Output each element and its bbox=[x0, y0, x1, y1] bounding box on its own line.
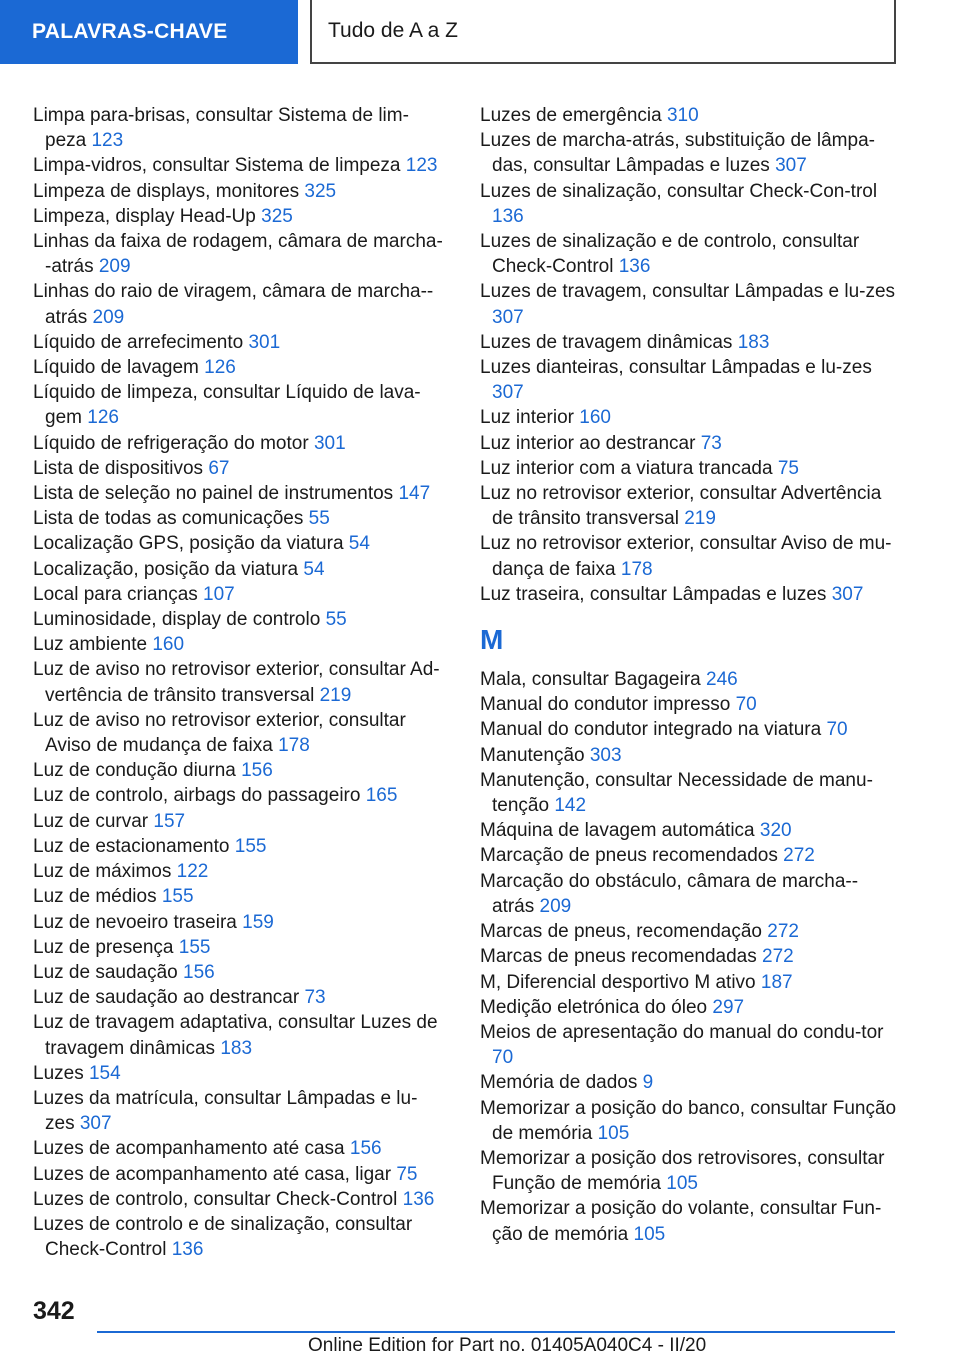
index-entry bbox=[33, 1061, 445, 1086]
index-entry bbox=[480, 1070, 900, 1095]
index-entry bbox=[33, 1010, 445, 1060]
index-entry-text: Luzes dianteiras, consultar Lâmpadas e lu-zes bbox=[480, 357, 872, 379]
index-entry bbox=[33, 557, 445, 582]
page-reference-link[interactable]: 325 bbox=[261, 205, 293, 227]
index-entry-text: Marcas de pneus, recomendação bbox=[480, 921, 762, 943]
index-entry-text: Luz de saudação ao destrancar bbox=[33, 987, 300, 1009]
page-reference-link[interactable]: 272 bbox=[767, 921, 799, 943]
index-entry-text: Manual do condutor integrado na viatura bbox=[480, 719, 822, 741]
index-entry bbox=[480, 919, 900, 944]
page-reference-link[interactable]: 70 bbox=[826, 719, 848, 741]
page-reference-link[interactable]: 219 bbox=[684, 508, 716, 530]
page-number: 342 bbox=[33, 1297, 75, 1325]
index-entry-text: Marcação do obstáculo, câmara de marcha--atrás bbox=[480, 870, 859, 917]
page-reference-link[interactable]: 70 bbox=[735, 694, 757, 716]
footer-divider bbox=[97, 1331, 895, 1333]
index-entry bbox=[33, 456, 445, 481]
page-reference-link[interactable]: 142 bbox=[554, 795, 587, 817]
index-entry bbox=[33, 708, 445, 758]
index-entry-text: Limpeza de displays, monitores bbox=[33, 180, 300, 202]
page-reference-link[interactable]: 160 bbox=[579, 407, 611, 429]
page-reference-link[interactable]: 105 bbox=[666, 1173, 698, 1195]
index-entry-text: Memorizar a posição do banco, consultar Função de memória bbox=[480, 1097, 897, 1144]
page-reference-link[interactable]: 73 bbox=[304, 987, 326, 1009]
index-entry-text: Luzes de controlo e de sinalização, consultar Check-Control bbox=[33, 1213, 413, 1261]
index-entry-text: Mala, consultar Bagageira bbox=[480, 669, 701, 691]
index-entry bbox=[480, 355, 900, 405]
index-entry bbox=[480, 128, 900, 178]
index-entry bbox=[33, 506, 445, 531]
index-entry bbox=[33, 355, 445, 380]
page-reference-link[interactable]: 122 bbox=[176, 861, 209, 883]
index-entry-text: Memorizar a posição do volante, consultar Fun-ção de memória bbox=[480, 1198, 882, 1245]
index-entry bbox=[480, 103, 900, 128]
index-entry bbox=[33, 229, 445, 279]
index-entry-text: Luz de aviso no retrovisor exterior, consultar Ad-vertência de trânsito transversal bbox=[33, 659, 440, 706]
index-entry bbox=[480, 431, 900, 456]
index-entry-text: Luzes de travagem, consultar Lâmpadas e lu-zes bbox=[480, 281, 896, 303]
index-entry bbox=[33, 531, 445, 556]
page-reference-link[interactable]: 136 bbox=[171, 1239, 204, 1261]
edition-footer: Online Edition for Part no. 01405A040C4 - II/20 bbox=[308, 1335, 707, 1356]
index-entry-text: Líquido de limpeza, consultar Líquido de lava-gem bbox=[33, 382, 421, 429]
page-reference-link[interactable]: 70 bbox=[492, 1047, 514, 1069]
index-entry bbox=[33, 1162, 445, 1187]
index-entry bbox=[33, 657, 445, 707]
page-reference-link[interactable]: 107 bbox=[203, 583, 235, 605]
page-reference-link[interactable]: 123 bbox=[91, 130, 124, 152]
index-entry-text: Luz de curvar bbox=[33, 810, 149, 832]
index-entry bbox=[480, 179, 900, 229]
index-entry bbox=[33, 960, 445, 985]
index-entry-text: Luz de médios bbox=[33, 886, 157, 908]
page-reference-link[interactable]: 159 bbox=[242, 911, 274, 933]
index-entry-text: Luz de estacionamento bbox=[33, 835, 230, 857]
index-entry-text: Luz interior ao destrancar bbox=[480, 432, 696, 454]
index-entry bbox=[480, 818, 900, 843]
index-entry bbox=[480, 667, 900, 692]
page-reference-link[interactable]: 307 bbox=[831, 583, 864, 605]
page-reference-link[interactable]: 155 bbox=[178, 936, 211, 958]
page-reference-link[interactable]: 154 bbox=[88, 1062, 121, 1084]
index-entry bbox=[480, 279, 900, 329]
index-entry-text: Manual do condutor impresso bbox=[480, 694, 731, 716]
page-reference-link[interactable]: 209 bbox=[98, 256, 131, 278]
index-entry-text: Luzes de travagem dinâmicas bbox=[480, 331, 733, 353]
page-reference-link[interactable]: 67 bbox=[208, 457, 230, 479]
page-reference-link[interactable]: 156 bbox=[183, 961, 215, 983]
index-entry-text: Linhas da faixa de rodagem, câmara de marcha--atrás bbox=[33, 231, 443, 278]
index-entry bbox=[480, 1020, 900, 1070]
index-entry bbox=[33, 330, 445, 355]
page-reference-link[interactable]: 75 bbox=[396, 1163, 418, 1185]
index-entry-text: Luzes de sinalização, consultar Check-Con-trol bbox=[480, 180, 878, 202]
index-entry-text: Localização, posição da viatura bbox=[33, 558, 299, 580]
page-reference-link[interactable]: 178 bbox=[620, 558, 653, 580]
page-reference-link[interactable]: 183 bbox=[220, 1037, 253, 1059]
page-reference-link[interactable]: 178 bbox=[278, 735, 310, 757]
page-reference-link[interactable]: 155 bbox=[234, 835, 267, 857]
page-reference-link[interactable]: 325 bbox=[304, 180, 337, 202]
index-entry-text: Luz traseira, consultar Lâmpadas e luzes bbox=[480, 583, 827, 605]
index-entry bbox=[33, 380, 445, 430]
index-entry bbox=[33, 1086, 445, 1136]
index-entry-text: Luz ambiente bbox=[33, 634, 148, 656]
index-entry-text: Limpa-vidros, consultar Sistema de limpeza bbox=[33, 155, 401, 177]
page-reference-link[interactable]: 55 bbox=[325, 609, 347, 631]
index-entry-text: Máquina de lavagem automática bbox=[480, 820, 755, 842]
index-entry bbox=[33, 632, 445, 657]
index-entry bbox=[33, 103, 445, 153]
page-reference-link[interactable]: 147 bbox=[398, 483, 431, 505]
index-entry-text: M, Diferencial desportivo M ativo bbox=[480, 971, 756, 993]
page-reference-link[interactable]: 310 bbox=[666, 105, 699, 126]
page-reference-link[interactable]: 55 bbox=[308, 508, 330, 530]
section-title: Tudo de A a Z bbox=[310, 0, 896, 64]
index-entry-text: Luzes de controlo, consultar Check-Control bbox=[33, 1188, 398, 1210]
page-reference-link[interactable]: 126 bbox=[87, 407, 119, 429]
index-entry bbox=[480, 768, 900, 818]
index-entry bbox=[33, 582, 445, 607]
index-entry bbox=[480, 229, 900, 279]
index-entry-text: Marcas de pneus recomendadas bbox=[480, 946, 757, 968]
index-entry-text: Luz de presença bbox=[33, 936, 174, 958]
index-entry-text: Lista de todas as comunicações bbox=[33, 508, 304, 530]
index-entry-text: Luzes de emergência bbox=[480, 105, 662, 126]
index-entry-text: Líquido de arrefecimento bbox=[33, 331, 244, 353]
page-reference-link[interactable]: 136 bbox=[618, 256, 651, 278]
page-reference-link[interactable]: 73 bbox=[700, 432, 722, 454]
index-entry-text: Manutenção, consultar Necessidade de manu-tenção bbox=[480, 769, 873, 817]
index-entry-text: Luzes de marcha-atrás, substituição de lâmpa-das, consultar Lâmpadas e luzes bbox=[480, 130, 875, 177]
page-reference-link[interactable]: 123 bbox=[405, 155, 438, 177]
page-reference-link[interactable]: 54 bbox=[348, 533, 370, 555]
index-entry-text: Luminosidade, display de controlo bbox=[33, 609, 321, 631]
index-entry-text: Luz de controlo, airbags do passageiro bbox=[33, 785, 361, 807]
index-entry bbox=[33, 985, 445, 1010]
index-entry-text: Luz interior com a viatura trancada bbox=[480, 457, 773, 479]
page-reference-link[interactable]: 272 bbox=[762, 946, 794, 968]
page-reference-link[interactable]: 105 bbox=[597, 1122, 630, 1144]
index-entry-text: Luzes de acompanhamento até casa bbox=[33, 1138, 345, 1160]
index-entry-text: Linhas do raio de viragem, câmara de marcha--atrás bbox=[33, 281, 434, 328]
index-entry-text: Líquido de refrigeração do motor bbox=[33, 432, 309, 454]
page-reference-link[interactable]: 209 bbox=[539, 895, 572, 917]
index-entry bbox=[33, 153, 445, 178]
index-entry bbox=[480, 869, 900, 919]
page-reference-link[interactable]: 297 bbox=[712, 996, 745, 1018]
index-entry bbox=[33, 481, 445, 506]
page-reference-link[interactable]: 136 bbox=[402, 1188, 435, 1210]
index-entry-text: Luzes da matrícula, consultar Lâmpadas e lu-zes bbox=[33, 1087, 418, 1135]
index-entry-text: Luz de máximos bbox=[33, 861, 172, 883]
section-letter: M bbox=[480, 624, 504, 656]
index-entry-text: Memorizar a posição dos retrovisores, consultar Função de memória bbox=[480, 1147, 885, 1195]
index-entry-text: Luz de aviso no retrovisor exterior, consultar Aviso de mudança de faixa bbox=[33, 709, 406, 757]
index-entry bbox=[480, 1196, 900, 1246]
index-entry-text: Marcação de pneus recomendados bbox=[480, 845, 778, 867]
page-reference-link[interactable]: 209 bbox=[92, 306, 125, 328]
index-entry bbox=[33, 607, 445, 632]
page-reference-link[interactable]: 160 bbox=[152, 634, 185, 656]
page-reference-link[interactable]: 307 bbox=[79, 1113, 112, 1135]
page-reference-link[interactable]: 187 bbox=[760, 971, 793, 993]
page-reference-link[interactable]: 183 bbox=[737, 331, 770, 353]
index-entry bbox=[33, 1187, 445, 1212]
page-reference-link[interactable]: 303 bbox=[589, 744, 622, 766]
page-reference-link[interactable]: 157 bbox=[153, 810, 186, 832]
page-reference-link[interactable]: 320 bbox=[759, 820, 792, 842]
index-entry-text: Memória de dados bbox=[480, 1072, 638, 1094]
index-entry bbox=[480, 531, 900, 581]
index-entry bbox=[33, 758, 445, 783]
page-reference-link[interactable]: 155 bbox=[161, 886, 194, 908]
page-reference-link[interactable]: 54 bbox=[303, 558, 325, 580]
index-entry-text: Luz interior bbox=[480, 407, 574, 429]
index-entry bbox=[33, 910, 445, 935]
page-reference-link[interactable]: 219 bbox=[319, 684, 352, 706]
index-entry bbox=[33, 809, 445, 834]
index-entry bbox=[480, 970, 900, 995]
index-entry-text: Luz de travagem adaptativa, consultar Luzes de travagem dinâmicas bbox=[33, 1012, 438, 1059]
index-entry bbox=[33, 884, 445, 909]
index-entry bbox=[480, 582, 900, 607]
index-entry-text: Luz de nevoeiro traseira bbox=[33, 911, 237, 933]
page-reference-link[interactable]: 301 bbox=[313, 432, 346, 454]
index-entry-text: Luz no retrovisor exterior, consultar Advertência de trânsito transversal bbox=[480, 483, 882, 530]
page-reference-link[interactable]: 272 bbox=[783, 845, 815, 867]
page-reference-link[interactable]: 126 bbox=[204, 357, 236, 379]
index-group-m bbox=[480, 667, 900, 1247]
index-entry bbox=[480, 456, 900, 481]
index-column-right bbox=[480, 103, 900, 1247]
page-reference-link[interactable]: 246 bbox=[706, 669, 738, 691]
page-reference-link[interactable]: 307 bbox=[775, 155, 807, 177]
index-entry bbox=[480, 330, 900, 355]
index-entry bbox=[480, 944, 900, 969]
page-reference-link[interactable]: 156 bbox=[241, 760, 273, 782]
index-entry-text: Luzes de acompanhamento até casa, ligar bbox=[33, 1163, 392, 1185]
index-entry-text: Luzes bbox=[33, 1062, 84, 1084]
page-reference-link[interactable]: 105 bbox=[633, 1223, 666, 1245]
page-reference-link[interactable]: 136 bbox=[492, 205, 524, 227]
index-entry bbox=[480, 1146, 900, 1196]
index-entry bbox=[33, 204, 445, 229]
page-header bbox=[0, 0, 960, 66]
index-entry bbox=[480, 405, 900, 430]
page-reference-link[interactable]: 156 bbox=[349, 1138, 382, 1160]
index-entry bbox=[33, 834, 445, 859]
section-tab[interactable]: PALAVRAS-CHAVE bbox=[0, 0, 298, 64]
index-column-left bbox=[33, 103, 445, 1262]
page-reference-link[interactable]: 307 bbox=[492, 306, 524, 328]
index-entry-text: Localização GPS, posição da viatura bbox=[33, 533, 344, 555]
index-entry bbox=[480, 481, 900, 531]
index-entry bbox=[33, 279, 445, 329]
index-entry bbox=[33, 431, 445, 456]
index-entry bbox=[480, 717, 900, 742]
index-entry-text: Meios de apresentação do manual do condu-tor bbox=[480, 1021, 884, 1043]
index-entry bbox=[480, 995, 900, 1020]
index-entry-text: Manutenção bbox=[480, 744, 585, 766]
index-entry-text: Lista de dispositivos bbox=[33, 457, 204, 479]
index-entry bbox=[33, 1136, 445, 1161]
index-entry-text: Luz no retrovisor exterior, consultar Aviso de mu-dança de faixa bbox=[480, 533, 892, 580]
page-reference-link[interactable]: 301 bbox=[248, 331, 281, 353]
index-entry-text: Limpeza, display Head-Up bbox=[33, 205, 256, 227]
index-group-l bbox=[480, 103, 900, 607]
index-entry bbox=[480, 843, 900, 868]
index-entry-text: Lista de seleção no painel de instrumentos bbox=[33, 483, 394, 505]
page-reference-link[interactable]: 165 bbox=[365, 785, 398, 807]
index-entry-text: Líquido de lavagem bbox=[33, 357, 199, 379]
index-entry bbox=[33, 859, 445, 884]
index-entry bbox=[33, 783, 445, 808]
index-entry bbox=[33, 1212, 445, 1262]
index-entry bbox=[33, 179, 445, 204]
index-entry bbox=[33, 935, 445, 960]
index-entry bbox=[480, 692, 900, 717]
index-entry bbox=[480, 743, 900, 768]
index-entry-text: Luz de saudação bbox=[33, 961, 178, 983]
page-reference-link[interactable]: 75 bbox=[777, 457, 799, 479]
index-entry-text: Local para crianças bbox=[33, 583, 198, 605]
page-reference-link[interactable]: 307 bbox=[492, 382, 524, 404]
index-entry-text: Medição eletrónica do óleo bbox=[480, 996, 708, 1018]
index-entry-text: Luz de condução diurna bbox=[33, 760, 236, 782]
index-entry bbox=[480, 1096, 900, 1146]
page-reference-link[interactable]: 9 bbox=[642, 1072, 654, 1094]
index-entry-text: Limpa para-brisas, consultar Sistema de lim-peza bbox=[33, 105, 409, 152]
index-entry-text: Luzes de sinalização e de controlo, consultar Check-Control bbox=[480, 231, 860, 278]
